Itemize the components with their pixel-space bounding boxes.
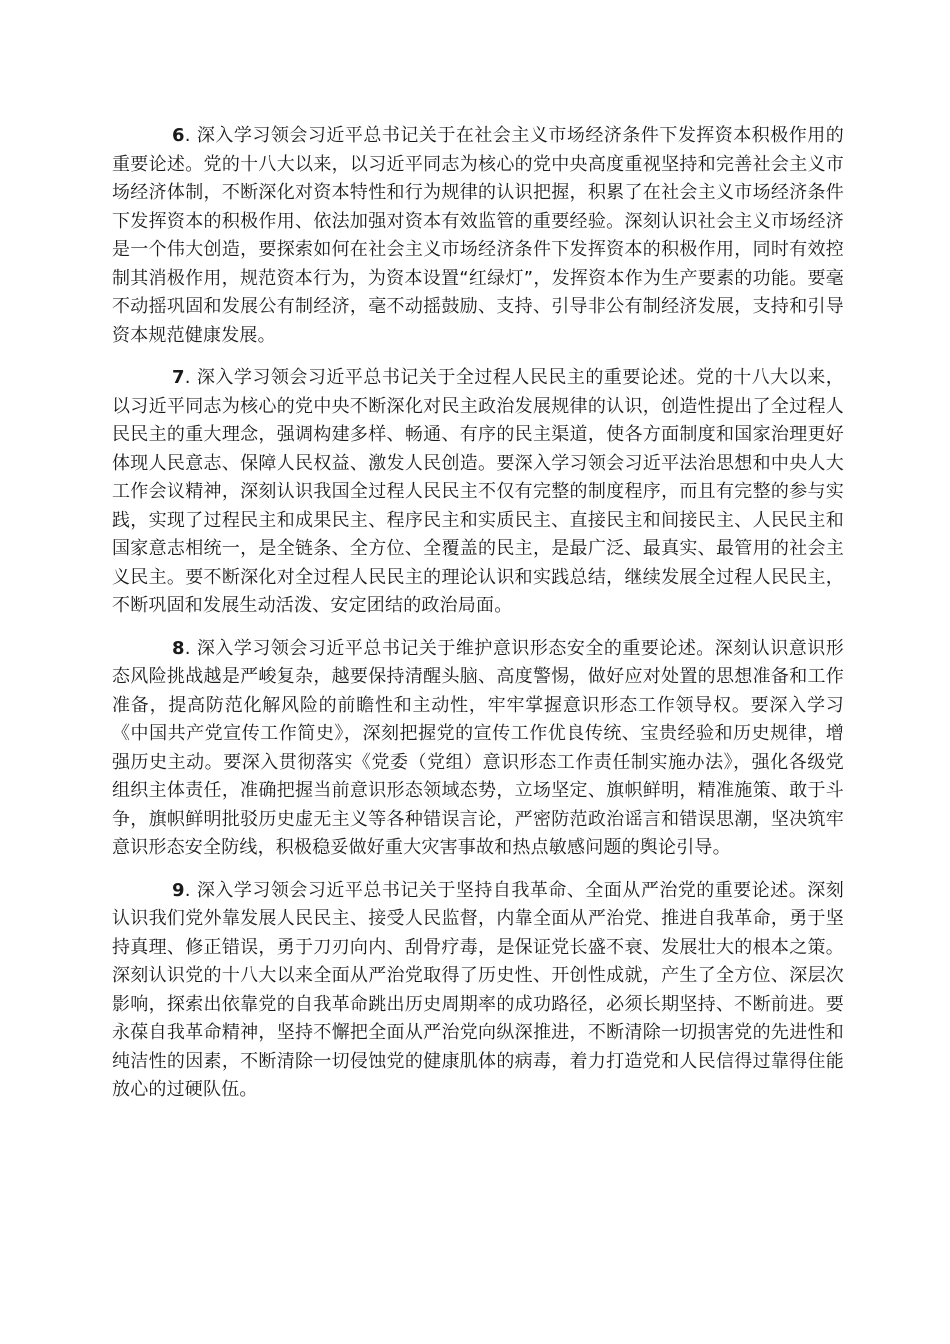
paragraph-text: . 深入学习领会习近平总书记关于全过程人民民主的重要论述。党的十八大以来，以习近平同志为核心的党中央不断深化对民主政治发展规律的认识，创造性提出了全过程人民民主的重大理念，强调构建多样、畅通、有序的民主渠道，使各方面制度和国家治理更好体现人民意志、保障人民权益、激发人民创造。要深入学习领会习近平法治思想和中央人大工作会议精神，深刻认识我国全过程人民民主不仅有完整的制度程序，而且有完整的参与实践，实现了过程民主和成果民主、程序民主和实质民主、直接民主和间接民主、人民民主和国家意志相统一，是全链条、全方位、全覆盖的民主，是最广泛、最真实、最管用的社会主义民主。要不断深化对全过程人民民主的理论认识和实践总结，继续发展全过程人民民主，不断巩固和发展生动活泼、安定团结的政治局面。	[112, 367, 844, 616]
paragraph-text: . 深入学习领会习近平总书记关于坚持自我革命、全面从严治党的重要论述。深刻认识我们党外靠发展人民民主、接受人民监督，内靠全面从严治党、推进自我革命，勇于坚持真理、修正错误，勇于刀刃向内、刮骨疗毒，是保证党长盛不衰、发展壮大的根本之策。深刻认识党的十八大以来全面从严治党取得了历史性、开创性成就，产生了全方位、深层次影响，探索出依靠党的自我革命跳出历史周期率的成功路径，必须长期坚持、不断前进。要永葆自我革命精神，坚持不懈把全面从严治党向纵深推进，不断清除一切损害党的先进性和纯洁性的因素，不断清除一切侵蚀党的健康肌体的病毒，着力打造党和人民信得过靠得住能放心的过硬队伍。	[112, 879, 844, 1100]
paragraph-text: . 深入学习领会习近平总书记关于维护意识形态安全的重要论述。深刻认识意识形态风险挑战越是严峻复杂，越要保持清醒头脑、高度警惕，做好应对处置的思想准备和工作准备，提高防范化解风险的前瞻性和主动性，牢牢掌握意识形态工作领导权。要深入学习《中国共产党宣传工作简史》，深刻把握党的宣传工作优良传统、宝贵经验和历史规律，增强历史主动。要深入贯彻落实《党委（党组）意识形态工作责任制实施办法》，强化各级党组织主体责任，准确把握当前意识形态领域态势，立场坚定、旗帜鲜明，精准施策、敢于斗争，旗帜鲜明批驳历史虚无主义等各种错误言论，严密防范政治谣言和错误思潮，坚决筑牢意识形态安全防线，积极稳妥做好重大灾害事故和热点敏感问题的舆论引导。	[112, 637, 844, 858]
paragraph-number: 6	[172, 125, 185, 146]
paragraph-8	[112, 635, 844, 863]
document-page	[112, 122, 844, 1119]
paragraph-number: 9	[172, 879, 185, 901]
paragraph-7	[112, 364, 844, 621]
paragraph-number: 7	[172, 367, 185, 388]
paragraph-9	[112, 877, 844, 1105]
paragraph-text: . 深入学习领会习近平总书记关于在社会主义市场经济条件下发挥资本积极作用的重要论述。党的十八大以来，以习近平同志为核心的党中央高度重视坚持和完善社会主义市场经济体制，不断深化对资本特性和行为规律的认识把握，积累了在社会主义市场经济条件下发挥资本的积极作用、依法加强对资本有效监管的重要经验。深刻认识社会主义市场经济是一个伟大创造，要探索如何在社会主义市场经济条件下发挥资本的积极作用，同时有效控制其消极作用，规范资本行为，为资本设置“红绿灯”，发挥资本作为生产要素的功能。要毫不动摇巩固和发展公有制经济，毫不动摇鼓励、支持、引导非公有制经济发展，支持和引导资本规范健康发展。	[112, 125, 844, 346]
paragraph-6	[112, 122, 844, 350]
paragraph-number: 8	[172, 637, 185, 659]
